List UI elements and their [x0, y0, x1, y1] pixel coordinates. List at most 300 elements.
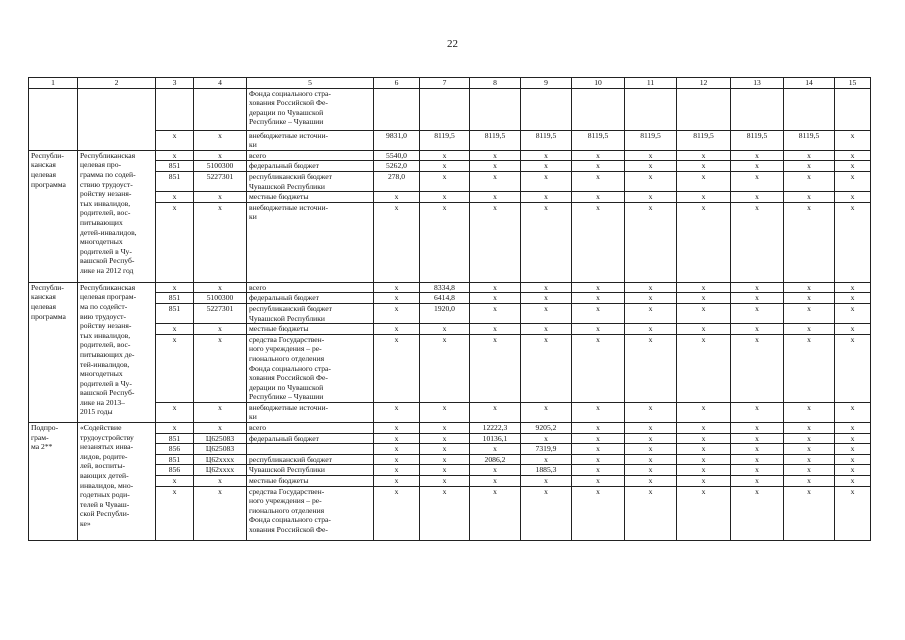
value-cell: х	[784, 334, 835, 402]
table-row	[29, 161, 871, 172]
funding-source-cell: Чувашской Республики	[247, 465, 374, 476]
value-cell: х	[625, 334, 677, 402]
value-cell: х	[677, 465, 731, 476]
value-cell: х	[677, 486, 731, 540]
value-cell: х	[625, 192, 677, 203]
value-cell: 2086,2	[470, 454, 521, 465]
value-cell: х	[677, 303, 731, 323]
value-cell: х	[835, 402, 871, 422]
value-cell: х	[572, 293, 625, 304]
value-cell: х	[835, 171, 871, 191]
value-cell: х	[677, 423, 731, 434]
value-cell: х	[784, 150, 835, 161]
funding-source-cell: федеральный бюджет	[247, 293, 374, 304]
value-cell: х	[521, 282, 572, 293]
value-cell: х	[784, 161, 835, 172]
value-cell: х	[572, 282, 625, 293]
value-cell: х	[784, 171, 835, 191]
target-article-cell: 5100300	[194, 161, 247, 172]
value-cell	[835, 88, 871, 130]
col-header: 5	[247, 78, 374, 89]
col-header: 1	[29, 78, 78, 89]
grbs-code-cell: 851	[156, 303, 194, 323]
target-article-cell: х	[194, 423, 247, 434]
grbs-code-cell: х	[156, 402, 194, 422]
funding-source-cell: республиканский бюджет	[247, 454, 374, 465]
value-cell: х	[784, 324, 835, 335]
value-cell: х	[677, 192, 731, 203]
value-cell: х	[572, 171, 625, 191]
col-header: 4	[194, 78, 247, 89]
funding-source-cell: внебюджетные источни- ки	[247, 130, 374, 150]
col-header: 8	[470, 78, 521, 89]
table-row	[29, 293, 871, 304]
value-cell: х	[374, 303, 420, 323]
value-cell: х	[374, 454, 420, 465]
value-cell: х	[374, 433, 420, 444]
funding-source-cell: республиканский бюджет Чувашской Республики	[247, 303, 374, 323]
value-cell	[784, 88, 835, 130]
table-row	[29, 444, 871, 455]
table-row	[29, 423, 871, 434]
value-cell: х	[677, 433, 731, 444]
value-cell: х	[784, 476, 835, 487]
target-article-cell: х	[194, 486, 247, 540]
table-row	[29, 334, 871, 402]
table-row	[29, 282, 871, 293]
section-name-cell: Республи- канская целевая программа	[29, 150, 78, 282]
value-cell: х	[470, 161, 521, 172]
value-cell	[374, 88, 420, 130]
funding-source-cell: местные бюджеты	[247, 324, 374, 335]
value-cell: х	[835, 444, 871, 455]
table-row	[29, 433, 871, 444]
table-row	[29, 454, 871, 465]
value-cell: х	[572, 433, 625, 444]
value-cell: х	[420, 465, 470, 476]
value-cell: х	[572, 324, 625, 335]
value-cell: х	[677, 334, 731, 402]
value-cell: х	[625, 454, 677, 465]
target-article-cell	[194, 88, 247, 130]
value-cell: х	[625, 444, 677, 455]
value-cell: х	[677, 293, 731, 304]
value-cell: х	[374, 465, 420, 476]
program-name-cell: Республиканская целевая програм- ма по содейст- вию трудоуст- ройству незаня- тых инвалидов, родителей, вос- питывающих де- тей-инвалидов, многодетных родителей в Чу- вашской Респуб- лике на 2013– 2015 годы	[78, 282, 156, 422]
value-cell: х	[625, 423, 677, 434]
value-cell: х	[835, 282, 871, 293]
program-name-cell: «Содействие трудоустройству незанятых инва- лидов, родите- лей, воспиты- вающих детей- инвалидов, мно- годетных роди- телей в Чуваш- ской Республи- ке»	[78, 423, 156, 541]
value-cell	[677, 88, 731, 130]
value-cell: х	[625, 202, 677, 282]
value-cell: х	[572, 334, 625, 402]
table-row	[29, 192, 871, 203]
value-cell: х	[731, 465, 784, 476]
col-header: 11	[625, 78, 677, 89]
value-cell: 10136,1	[470, 433, 521, 444]
value-cell: х	[625, 465, 677, 476]
value-cell: х	[521, 433, 572, 444]
value-cell: х	[470, 150, 521, 161]
value-cell: 8119,5	[521, 130, 572, 150]
target-article-cell: 5227301	[194, 171, 247, 191]
funding-source-cell: всего	[247, 150, 374, 161]
value-cell: 8119,5	[420, 130, 470, 150]
value-cell: х	[374, 202, 420, 282]
target-article-cell: х	[194, 130, 247, 150]
target-article-cell: х	[194, 334, 247, 402]
value-cell: 8119,5	[572, 130, 625, 150]
target-article-cell: 5100300	[194, 293, 247, 304]
value-cell: х	[625, 433, 677, 444]
value-cell: х	[731, 324, 784, 335]
program-name-cell	[78, 88, 156, 150]
funding-source-cell: местные бюджеты	[247, 192, 374, 203]
value-cell: х	[731, 192, 784, 203]
value-cell: х	[521, 334, 572, 402]
value-cell: х	[572, 150, 625, 161]
value-cell: х	[470, 476, 521, 487]
target-article-cell: Ц625083	[194, 433, 247, 444]
value-cell: х	[677, 402, 731, 422]
value-cell: х	[374, 423, 420, 434]
value-cell: х	[731, 444, 784, 455]
funding-source-cell: внебюджетные источни- ки	[247, 202, 374, 282]
table-row	[29, 130, 871, 150]
value-cell: х	[420, 161, 470, 172]
target-article-cell: х	[194, 282, 247, 293]
value-cell: х	[470, 486, 521, 540]
value-cell: х	[470, 444, 521, 455]
funding-source-cell: федеральный бюджет	[247, 433, 374, 444]
value-cell: х	[521, 454, 572, 465]
target-article-cell: Ц62хххх	[194, 454, 247, 465]
value-cell: х	[784, 293, 835, 304]
value-cell: 12222,3	[470, 423, 521, 434]
value-cell: 1920,0	[420, 303, 470, 323]
value-cell: 5540,0	[374, 150, 420, 161]
grbs-code-cell: х	[156, 476, 194, 487]
value-cell: х	[625, 282, 677, 293]
value-cell: х	[677, 444, 731, 455]
value-cell: х	[784, 454, 835, 465]
value-cell: х	[470, 202, 521, 282]
value-cell: х	[521, 324, 572, 335]
target-article-cell: х	[194, 192, 247, 203]
funding-source-cell: федеральный бюджет	[247, 161, 374, 172]
table-row	[29, 402, 871, 422]
value-cell: х	[420, 324, 470, 335]
table-row	[29, 324, 871, 335]
col-header: 15	[835, 78, 871, 89]
value-cell: х	[731, 303, 784, 323]
value-cell: х	[470, 293, 521, 304]
value-cell: 9205,2	[521, 423, 572, 434]
value-cell: х	[835, 150, 871, 161]
value-cell: х	[835, 192, 871, 203]
col-header: 10	[572, 78, 625, 89]
grbs-code-cell	[156, 88, 194, 130]
value-cell: х	[835, 433, 871, 444]
value-cell: х	[835, 202, 871, 282]
target-article-cell: х	[194, 324, 247, 335]
value-cell: х	[625, 150, 677, 161]
value-cell: х	[572, 444, 625, 455]
value-cell: х	[374, 444, 420, 455]
value-cell: х	[572, 454, 625, 465]
value-cell: 9831,0	[374, 130, 420, 150]
value-cell: х	[470, 334, 521, 402]
grbs-code-cell: х	[156, 282, 194, 293]
value-cell: х	[731, 454, 784, 465]
grbs-code-cell: х	[156, 486, 194, 540]
value-cell: х	[470, 192, 521, 203]
funding-source-cell: внебюджетные источни- ки	[247, 402, 374, 422]
value-cell: х	[521, 486, 572, 540]
value-cell: х	[784, 192, 835, 203]
value-cell: х	[572, 486, 625, 540]
value-cell: х	[677, 150, 731, 161]
value-cell: х	[521, 303, 572, 323]
value-cell: х	[784, 444, 835, 455]
value-cell: х	[784, 402, 835, 422]
funding-source-cell: всего	[247, 282, 374, 293]
value-cell: х	[731, 202, 784, 282]
value-cell: х	[374, 476, 420, 487]
value-cell: х	[625, 402, 677, 422]
value-cell: х	[420, 433, 470, 444]
table-row	[29, 202, 871, 282]
value-cell: х	[677, 454, 731, 465]
value-cell: 8119,5	[677, 130, 731, 150]
col-header: 14	[784, 78, 835, 89]
value-cell: х	[374, 402, 420, 422]
value-cell: 8334,8	[420, 282, 470, 293]
value-cell: х	[470, 324, 521, 335]
value-cell: х	[677, 282, 731, 293]
target-article-cell: Ц625083	[194, 444, 247, 455]
value-cell: х	[420, 171, 470, 191]
value-cell: х	[835, 161, 871, 172]
grbs-code-cell: 851	[156, 161, 194, 172]
col-header: 2	[78, 78, 156, 89]
table-row	[29, 88, 871, 130]
value-cell: х	[625, 486, 677, 540]
value-cell: х	[835, 334, 871, 402]
value-cell	[420, 88, 470, 130]
col-header: 13	[731, 78, 784, 89]
value-cell: х	[521, 476, 572, 487]
col-header: 12	[677, 78, 731, 89]
table-row	[29, 486, 871, 540]
value-cell: х	[731, 334, 784, 402]
target-article-cell: х	[194, 202, 247, 282]
grbs-code-cell: 851	[156, 454, 194, 465]
target-article-cell: 5227301	[194, 303, 247, 323]
funding-source-cell: средства Государствен- ного учреждения – ре- гионального отделения Фонда социального стра- хования Российской Фе- дерации по Чувашской Республике – Чувашии	[247, 334, 374, 402]
value-cell: х	[572, 303, 625, 323]
funding-source-cell: Фонда социального стра- хования Российской Фе- дерации по Чувашской Республике – Чувашии	[247, 88, 374, 130]
value-cell: х	[835, 454, 871, 465]
value-cell: х	[625, 303, 677, 323]
value-cell: х	[521, 161, 572, 172]
value-cell	[572, 88, 625, 130]
program-name-cell: Республиканская целевая про- грамма по содей- ствию трудоуст- ройству незаня- тых инвалидов, родителей, вос- питывающих детей-инвалидов, многодетных родителей в Чу- вашской Респуб- лике на 2012 год	[78, 150, 156, 282]
value-cell: х	[420, 486, 470, 540]
value-cell: х	[731, 433, 784, 444]
value-cell: х	[572, 402, 625, 422]
value-cell: х	[470, 282, 521, 293]
value-cell: х	[784, 423, 835, 434]
value-cell: х	[625, 171, 677, 191]
value-cell: х	[420, 150, 470, 161]
value-cell: х	[677, 202, 731, 282]
value-cell: х	[731, 486, 784, 540]
grbs-code-cell: х	[156, 202, 194, 282]
section-name-cell: Подпро- грам- ма 2**	[29, 423, 78, 541]
table-row	[29, 171, 871, 191]
value-cell: х	[521, 150, 572, 161]
value-cell	[470, 88, 521, 130]
header-row	[29, 78, 871, 89]
value-cell: х	[784, 465, 835, 476]
value-cell: х	[625, 293, 677, 304]
value-cell: х	[677, 171, 731, 191]
target-article-cell: х	[194, 150, 247, 161]
value-cell: х	[374, 282, 420, 293]
value-cell: х	[572, 423, 625, 434]
table-row	[29, 465, 871, 476]
table-row	[29, 476, 871, 487]
value-cell	[521, 88, 572, 130]
budget-table	[28, 77, 871, 541]
grbs-code-cell: 851	[156, 433, 194, 444]
grbs-code-cell: х	[156, 130, 194, 150]
value-cell: х	[420, 444, 470, 455]
value-cell: х	[374, 293, 420, 304]
value-cell: 5262,0	[374, 161, 420, 172]
value-cell: х	[420, 192, 470, 203]
value-cell: х	[731, 402, 784, 422]
value-cell: 8119,5	[784, 130, 835, 150]
target-article-cell: х	[194, 476, 247, 487]
section-name-cell	[29, 88, 78, 150]
value-cell: х	[731, 423, 784, 434]
value-cell: х	[677, 324, 731, 335]
value-cell: х	[731, 282, 784, 293]
value-cell: х	[835, 476, 871, 487]
value-cell	[625, 88, 677, 130]
value-cell: х	[420, 202, 470, 282]
value-cell: х	[784, 282, 835, 293]
value-cell: х	[420, 476, 470, 487]
funding-source-cell: средства Государствен- ного учреждения – ре- гионального отделения Фонда социального стра- хования Российской Фе-	[247, 486, 374, 540]
value-cell: х	[677, 161, 731, 172]
value-cell: 8119,5	[470, 130, 521, 150]
grbs-code-cell: х	[156, 423, 194, 434]
value-cell: х	[374, 324, 420, 335]
value-cell: х	[784, 303, 835, 323]
value-cell: х	[572, 476, 625, 487]
value-cell: х	[572, 202, 625, 282]
value-cell: х	[572, 192, 625, 203]
value-cell: 6414,8	[420, 293, 470, 304]
value-cell: х	[374, 334, 420, 402]
value-cell: х	[835, 423, 871, 434]
grbs-code-cell: х	[156, 334, 194, 402]
value-cell: х	[835, 465, 871, 476]
grbs-code-cell: х	[156, 192, 194, 203]
grbs-code-cell: 856	[156, 465, 194, 476]
target-article-cell: х	[194, 402, 247, 422]
value-cell: х	[731, 293, 784, 304]
value-cell: х	[420, 334, 470, 402]
table-row	[29, 303, 871, 323]
col-header: 3	[156, 78, 194, 89]
value-cell: х	[374, 192, 420, 203]
value-cell: х	[784, 202, 835, 282]
value-cell	[731, 88, 784, 130]
value-cell: х	[470, 465, 521, 476]
value-cell: 7319,9	[521, 444, 572, 455]
grbs-code-cell: 851	[156, 293, 194, 304]
value-cell: х	[420, 402, 470, 422]
grbs-code-cell: х	[156, 150, 194, 161]
value-cell: х	[521, 293, 572, 304]
value-cell: 8119,5	[625, 130, 677, 150]
value-cell: х	[784, 486, 835, 540]
funding-source-cell: республиканский бюджет Чувашской Республики	[247, 171, 374, 191]
value-cell: х	[835, 293, 871, 304]
value-cell: х	[572, 465, 625, 476]
value-cell: х	[835, 486, 871, 540]
grbs-code-cell: 851	[156, 171, 194, 191]
col-header: 9	[521, 78, 572, 89]
grbs-code-cell: х	[156, 324, 194, 335]
target-article-cell: Ц62хххх	[194, 465, 247, 476]
value-cell: х	[731, 150, 784, 161]
funding-source-cell	[247, 444, 374, 455]
value-cell: х	[521, 171, 572, 191]
value-cell: х	[470, 171, 521, 191]
section-name-cell: Республи- канская целевая программа	[29, 282, 78, 422]
value-cell: 8119,5	[731, 130, 784, 150]
value-cell: х	[572, 161, 625, 172]
value-cell: 1885,3	[521, 465, 572, 476]
value-cell: х	[420, 423, 470, 434]
value-cell: х	[677, 476, 731, 487]
value-cell: х	[521, 202, 572, 282]
value-cell: х	[731, 171, 784, 191]
value-cell: х	[420, 454, 470, 465]
funding-source-cell: местные бюджеты	[247, 476, 374, 487]
value-cell: х	[835, 324, 871, 335]
value-cell: х	[625, 161, 677, 172]
value-cell: х	[521, 402, 572, 422]
col-header: 6	[374, 78, 420, 89]
value-cell: х	[470, 402, 521, 422]
value-cell: х	[835, 130, 871, 150]
value-cell: х	[521, 192, 572, 203]
page-number: 22	[447, 38, 458, 50]
grbs-code-cell: 856	[156, 444, 194, 455]
col-header: 7	[420, 78, 470, 89]
value-cell: х	[625, 324, 677, 335]
value-cell: х	[374, 486, 420, 540]
table-row	[29, 150, 871, 161]
value-cell: х	[731, 476, 784, 487]
value-cell: х	[835, 303, 871, 323]
